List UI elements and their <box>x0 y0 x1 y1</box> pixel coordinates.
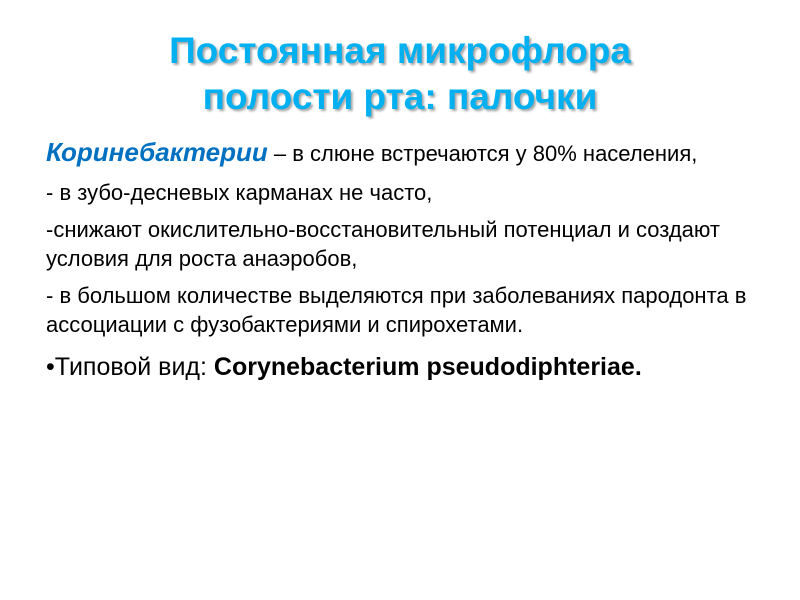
paragraph-gingival-pockets: - в зубо-десневых карманах не часто, <box>46 180 433 205</box>
slide-title <box>40 28 760 120</box>
type-label: Типовой вид: <box>54 353 214 381</box>
paragraph-corynebacteria <box>46 138 762 168</box>
title-line-1: Постоянная микрофлора <box>169 30 631 71</box>
paragraph-redox-potential: -снижают окислительно-восстановительный потенциал и создают условия для роста анаэробов, <box>46 217 720 271</box>
paragraph-type-species <box>46 351 762 383</box>
slide-body <box>46 138 762 391</box>
lead-text: – в слюне встречаются у 80% населения, <box>267 141 698 166</box>
type-species: Corynebacterium pseudodiphteriae. <box>213 353 642 381</box>
title-line-2: полости рта: палочки <box>202 76 598 117</box>
paragraph-periodontal-disease: - в большом количестве выделяются при заболеваниях пародонта в ассоциации с фузобактериями и спирохетами. <box>46 283 747 337</box>
lead-term: Коринебактерии <box>46 137 268 167</box>
bullet-icon: • <box>46 353 55 381</box>
